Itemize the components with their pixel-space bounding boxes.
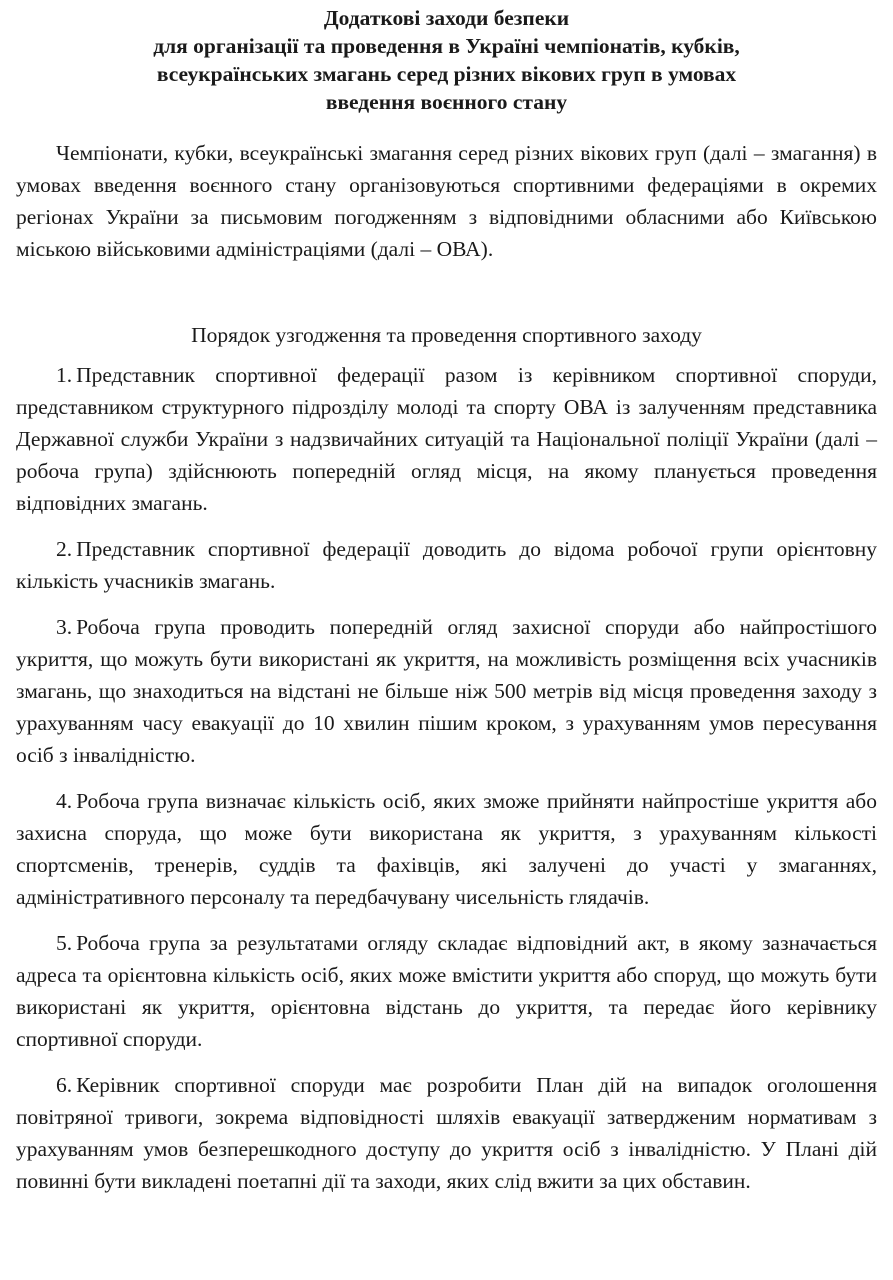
item-text: Робоча група проводить попередній огляд захисної споруди або найпростішого укриття, що можуть бути використані як укриття, на можливість розміщення всіх учасників змагань, що знаходиться на відстані не більше ніж 500 метрів від місця проведення заходу з урахуванням часу евакуації до 10 хвилин пішим кроком, з урахуванням умов пересування осіб з інвалідністю. (16, 615, 877, 767)
list-item (16, 611, 877, 771)
title-line: введення воєнного стану (325, 90, 568, 114)
title-line: всеукраїнських змагань серед різних вікових груп в умовах (156, 62, 737, 86)
item-text: Робоча група визначає кількість осіб, яких зможе прийняти найпростіше укриття або захисна споруда, що може бути використана як укриття, з урахуванням кількості спортсменів, тренерів, суддів та фахівців, які залучені до участі у змаганнях, адміністративного персоналу та передбачувану чисельність глядачів. (16, 789, 877, 909)
section-heading: Порядок узгодження та проведення спортивного заходу (191, 323, 702, 347)
item-number: 4. (56, 789, 73, 813)
list-item (16, 785, 877, 913)
item-number: 6. (56, 1073, 73, 1097)
title-line: Додаткові заходи безпеки (323, 6, 570, 30)
item-text: Робоча група за результатами огляду складає відповідний акт, в якому зазначається адреса та орієнтовна кількість осіб, яких може вмістити укриття або споруд, що можуть бути використані як укриття, орієнтовна відстань до укриття, та передає його керівнику спортивної споруди. (16, 931, 877, 1051)
item-text: Керівник спортивної споруди має розробити План дій на випадок оголошення повітряної тривоги, зокрема відповідності шляхів евакуації затвердженим нормативам з урахуванням умов безперешкодного доступу до укриття осіб з інвалідністю. У Плані дій повинні бути викладені поетапні дії та заходи, яких слід вжити за цих обставин. (16, 1073, 877, 1193)
intro-paragraph: Чемпіонати, кубки, всеукраїнські змагання серед різних вікових груп (далі – змагання) в умовах введення воєнного стану організовуються спортивними федераціями в окремих регіонах України за письмовим погодженням з відповідними обласними або Київською міською військовими адміністраціями (далі – ОВА). (16, 141, 877, 261)
item-number: 3. (56, 615, 73, 639)
list-item (16, 359, 877, 519)
item-number: 5. (56, 931, 73, 955)
item-text: Представник спортивної федерації разом із керівником спортивної споруди, представником структурного підрозділу молоді та спорту ОВА із залученням представника Державної служби України з надзвичайних ситуацій та Національної поліції України (далі – робоча група) здійснюють попередній огляд місця, на якому планується проведення відповідних змагань. (16, 363, 877, 515)
item-number: 1. (56, 363, 73, 387)
item-text: Представник спортивної федерації доводить до відома робочої групи орієнтовну кількість учасників змагань. (16, 537, 877, 593)
title-line: для організації та проведення в Україні чемпіонатів, кубків, (153, 34, 740, 58)
document-title (16, 4, 877, 116)
list-item (16, 533, 877, 597)
list-item (16, 1069, 877, 1197)
list-item (16, 927, 877, 1055)
item-number: 2. (56, 537, 73, 561)
